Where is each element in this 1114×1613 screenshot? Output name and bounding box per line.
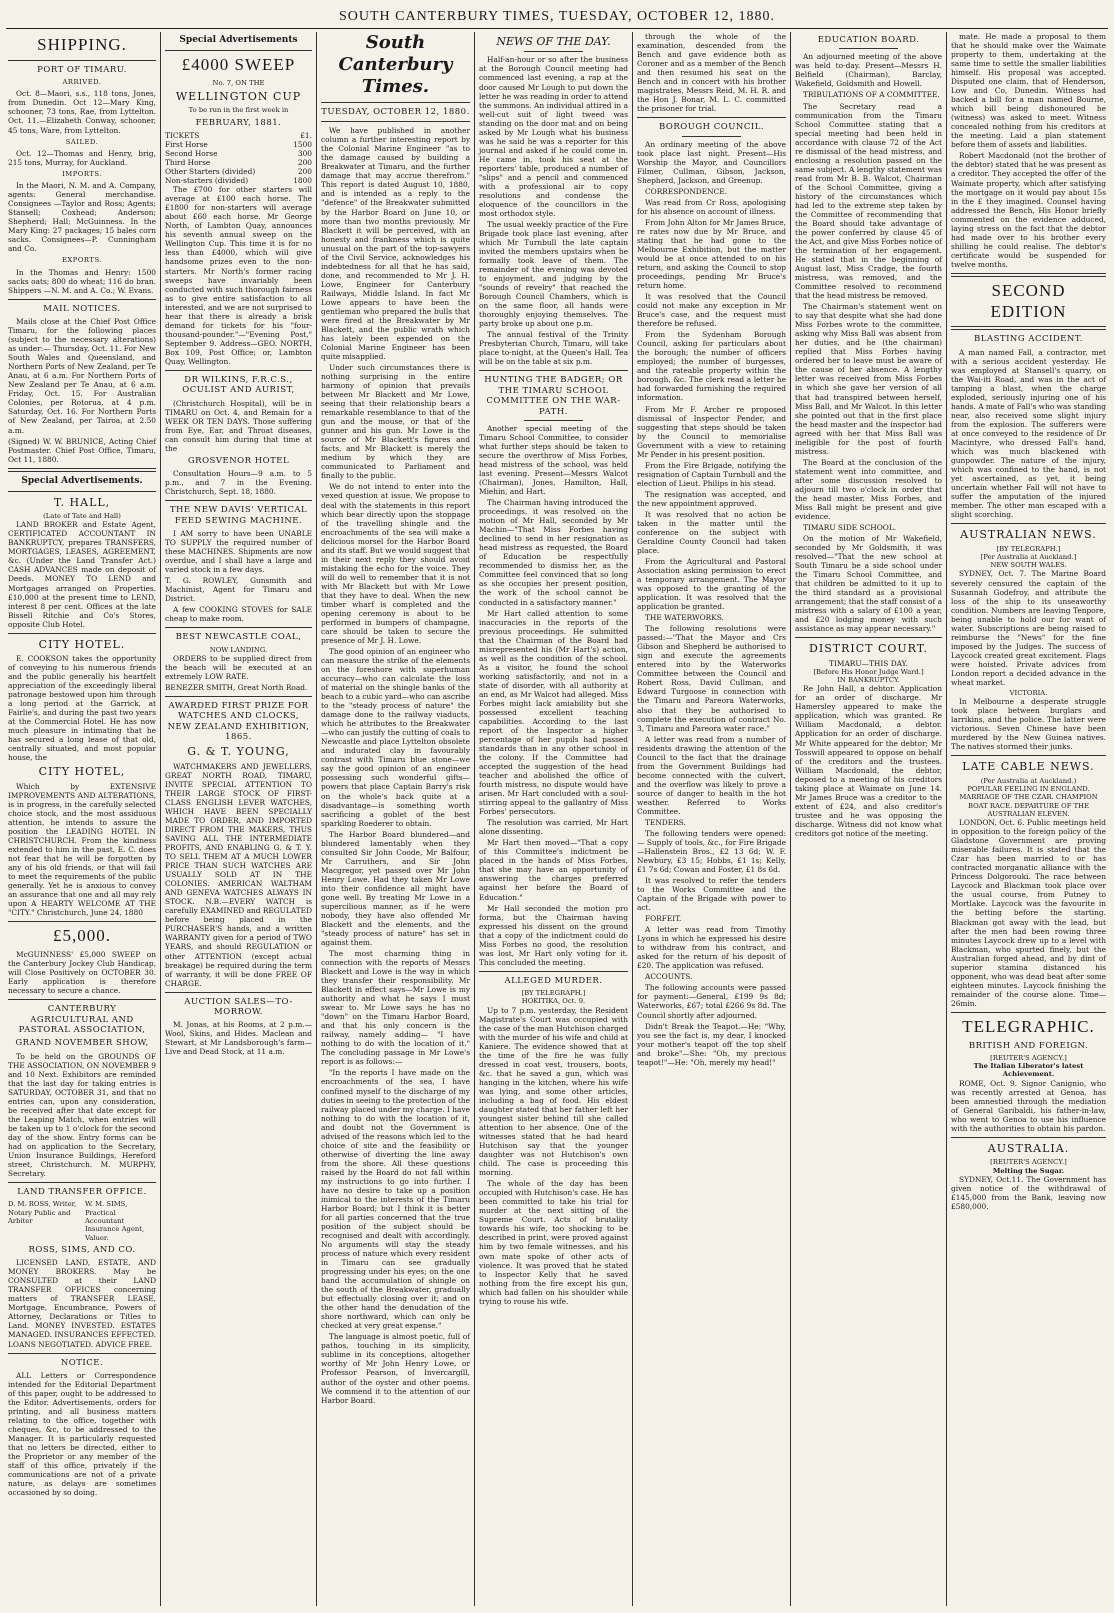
council-heading: BOROUGH COUNCIL. (658, 122, 765, 133)
council-paragraph: It was resolved that the Council could not make any exception in Mr Bruce's case, and the request must therefore be refused. (637, 292, 786, 329)
hunting-paragraph: The resolution was carried, Mr Hart alone dissenting. (479, 818, 628, 837)
hunting-paragraph: The Chairman having introduced the proceedings, it was resolved on the motion of Mr Hall, seconded by Mr Machin—"That Miss Forbes having declined to send in her resignation as head mistress as requested, the Board of Education be respectfully recommended to dismiss her, as the Committee feel convinced that so long as she occupies her present position, the work of the school cannot be conducted in a satisfactory manner." (479, 498, 628, 607)
assoc-text: To be held on the GROUNDS OF THE ASSOCIATION, ON NOVEMBER 9 and 10 Next. Exhibitors are reminded that the last day for taking entries is SATURDAY, OCTOBER 31, and that no entries can, upon any consideration, be received after that date except for the Leaping Match, when entries will be taken up to 1 o'clock for the second day of the show. Entry forms can be had on application to the Secretary, Union Insurance Buildings, Hereford street, Christchurch. M. MURPHY, Secretary. (8, 1051, 156, 1179)
edu-heading: EDUCATION BOARD. (817, 35, 920, 45)
young-award: AWARDED FIRST PRIZE FOR WATCHES AND CLOCKS, NEW ZEALAND EXHIBITION, 1865. (167, 701, 310, 743)
sewing-heading: THE NEW DAVIS' VERTICAL FEED SEWING MACHINE. (169, 505, 308, 526)
cable-heading: LATE CABLE NEWS. (962, 760, 1095, 774)
wilkins-hours: Consultation Hours—9 a.m. to 5 p.m., and 7 in the Evening. Christchurch, Sept. 18, 1880. (165, 469, 312, 497)
tickets-row (165, 131, 312, 140)
wilkins-text: (Christchurch Hospital), will be in TIMARU on Oct. 4, and Remain for a WEEK OR TEN DAYS. Those suffering from Eye, Ear, and Throat diseases, can consult him during that time at the (165, 398, 312, 453)
arrived-text: Oct. 8—Maori, s.s., 118 tons, Jones, from Dunedin. Oct 12—Mary King, schooner, 73 tons, Rae, from Lyttelton. Oct. 11.—Elizabeth Conway, schooner, 45 tons, Ware, from Lyttelton. (8, 89, 156, 135)
aus2-body: SYDNEY, Oct.11. The Government has given notice of the withdrawal of £145,000 from the Bank, leaving now £580,000. (951, 1174, 1106, 1212)
mail-signed: (Signed) W. W. BRUNICE, Acting Chief Postmaster. Chief Post Office, Timaru, Oct 11, 1880. (8, 436, 156, 464)
council-paragraph: From the Agricultural and Pastoral Association asking permission to erect a temporary arrangement. The Mayor was opposed to the granting of the application. It was resolved that the application be granted. (637, 557, 786, 612)
prize-row (165, 176, 312, 185)
prize-row (165, 140, 312, 149)
blasting-text: A man named Fall, a contractor, met with a serious accident yesterday. He was employed at Stansell's quarry, on the Wai-iti Road, and was in the act of tamping a blast, when the charge exploded, seriously injuring one of his hands. A mate of Fall's who was standing near, also received some slight injury from the explosion. The sufferers were at once conveyed to the residence of Dr Macintyre, who dressed Fall's hand, which was much blackened with gunpowder. The nature of the injury, which was confined to the hand, is not yet ascertained, as yet, it being uncertain whether Fall will not have to suffer the amputation of the injured member. The other man escaped with a slight scorching. (951, 347, 1106, 520)
council-paragraph: Was read from Cr Ross, apologising for his absence on account of illness. (637, 197, 786, 216)
date-line: TUESDAY, OCTOBER 12, 1880. (321, 106, 470, 117)
prize-label: Second Horse (165, 149, 218, 159)
tickets-label: TICKETS (165, 131, 200, 141)
coal-sign: BENEZER SMITH, Great North Road. (165, 682, 308, 692)
aus-vic-body: In Melbourne a desperate struggle took place between burglars and larrikins, and the police. The latter were victorious. Seven Chinese have been murdered by the New Guinea natives. The natives stormed their junks. (951, 697, 1106, 752)
court-bank: IN BANKRUPTCY. (837, 676, 900, 685)
hunting-body (479, 424, 628, 967)
article-paragraph: The most charming thing in connection with the reports of Messrs Blackett and Lowe is the way in which they transfer their responsibility. Mr Blackett in effect says—Mr Lowe is my authority and what he says I must swear to. Mr Lowe says he has no "down" on the Timaru Harbor Board, and that his only concern is the railway, namely adding— "I have nothing to do with the location of it." The concluding passage in Mr Lowe's report is as follows:— (321, 949, 470, 1067)
auction-text: M. Jonas, at his Rooms, at 2 p.m.—Wool, Skins, and Hides. Maclean and Stewart, at Mr Landsborough's farm—Live and Dead Stock, at 11 a.m. (165, 1020, 312, 1057)
cable-heads: POPULAR FEELING IN ENGLAND. MARRIAGE OF THE CZAR. CHAMPION BOAT RACE. DEPARTURE OF THE AUSTRALIAN ELEVEN. (959, 785, 1098, 818)
column-3 (317, 32, 474, 1606)
special-ads-heading-2: Special Advertisements (179, 35, 298, 45)
edu-paragraph: TIMARU SIDE SCHOOL. (803, 522, 897, 532)
murder-body (479, 1006, 628, 1306)
council-paragraph: A letter was read from a number of residents drawing the attention of the Council to the fact that the drainage from the Government Buildings had become connected with the culvert, and the overflow was likely to prove a source of danger to health in the hot weather. Referred to Works Committee. (637, 734, 786, 816)
city-hotel-heading: CITY HOTEL. (38, 637, 126, 651)
court-heading: DISTRICT COURT. (809, 642, 928, 656)
prize-amount: 300 (297, 149, 312, 159)
city-hotel-heading-2: CITY HOTEL, (38, 765, 126, 779)
city-hotel-text: E. COOKSON takes the opportunity of conveying to his numerous friends and the public generally his heartfelt appreciation of the exceedingly liberal patronage bestowed upon him through a long period at the Garrick, at Fairlie's, and during the past two years at the Commercial Hotel. He has now much pleasure in intimating that he has secured a long lease of that old, centrally situated, and most popular house, the (8, 654, 156, 763)
column-1 (4, 32, 160, 1606)
hunting-paragraph: Mr Hart then moved—"That a copy of this Committee's indictment be placed in the hands of Miss Forbes, that she may have an opportunity of answering the charges preferred against her before the Board of Education." (479, 838, 628, 902)
column-6 (791, 32, 946, 1606)
news-heading: NEWS OF THE DAY. (496, 35, 611, 48)
land-firm: ROSS, SIMS, AND CO. (28, 1244, 136, 1255)
imports-text: In the Maori, N. M. and A. Company, agents: General merchandise. Consignees —Taylor and Ross; Agents; Stansell; Coxhead; Anderson; Shepherd; Hall; McGuinness. In the Mary King: 27 packages; 15 bales corn sacks. Consignees—P. Cunningham and Co. (8, 181, 156, 254)
cable-body: LONDON, Oct. 6. Public meetings held in opposition to the foreign policy of the Gladstone Government are proving miserable failures. It is stated that the Czar has been married to or has contracted morganatic alliance with the Princess Dolgorouki. The race between Laycock and Blackman took place over the usual course, from Putney to Mortlake. Laycock was the favourite in the betting before the starting. Blackman got away with the lead, but after the men had been rowing three minutes Laycock drew up to a level with Blackman, who spurted finely, but the Australian forged ahead, and by dint of superior stamina distanced his opponent, who was dead beat after some eighteen minutes. Laycock finishing the remainder of the course alone. Time—26min. (951, 818, 1106, 1008)
council-paragraph: It was resolved to refer the tenders to the Works Committee and the Captain of the Brigade with power to act. (637, 876, 786, 913)
sweep-5000-text: McGUINNESS' £5,000 SWEEP on the Canterbury Jockey Club Handicap, will Close Positively on OCTOBER 30. Early application is therefore necessary to secure a chance. (8, 950, 156, 996)
tele-reuter: [REUTER'S AGENCY.] (990, 1053, 1067, 1062)
arrived-label: ARRIVED. (62, 78, 102, 87)
council-paragraph: From the Fire Brigade, notifying the resignation of Captain Turnbull and the election of Lieut. Philips in his stead. (637, 460, 786, 488)
council-paragraph: CORRESPONDENCE. (645, 186, 727, 196)
prize-label: Other Starters (divided) (165, 167, 256, 177)
column-4 (475, 32, 632, 1606)
land-partners (8, 1200, 156, 1241)
article-paragraph: We have published in another column a further interesting report by the Colonial Marine Engineer "as to the damage caused by building a Breakwater at Timaru, and the further damage that may accrue therefrom." This report is dated August 10, 1880, and is intended as a reply to the "defence" of the Breakwater submitted by the Harbor Board on June 10, or more than two months previously. Mr Blackett it will be perceived, with an honesty and frankness which is quite unusual on the part of the top-sawyers of the Civil Service, acknowledges his indebtedness for all that he has said, done, and recommended to Mr J. H. Lowe, Engineer for Canterbury Railways, Middle Island. In fact Mr Lowe appears to have been the gentleman who prepared the bulls that were fired at the Breakwater by Mr Blackett, and the public wrath which has lately been expended on the Colonial Marine Engineer has been quite misapplied. (321, 126, 470, 361)
aus-sub: [BY TELEGRAPH.] (996, 544, 1061, 553)
aus-heading: AUSTRALIAN NEWS. (960, 528, 1097, 542)
news-paragraph: The usual weekly practice of the Fire Brigade took place last evening, after which Mr Turnbull the late captain invited the members upstairs when he formally took leave of them. The remainder of the evening was devoted to enjoyment, and judging by the "sounds of revelry" that reached the Borough Council Chambers, which is on the same floor, all hands were thoroughly enjoying themselves. The party broke up about one p.m. (479, 219, 628, 329)
tele-heading: TELEGRAPHIC. (962, 1016, 1095, 1036)
murder-paragraph: The whole of the day has been occupied with Hutchison's case. He has been committed to take his trial for murder at the next sitting of the Supreme Court. Acts of brutality towards his wife, too shocking to be described in print, were proved against him by two female witnesses, and his own mate spoke of other acts of violence. It was proved that he stated to Inspector Kelly that he saved nothing from the fire except his gun, which had fallen on his shoulder while trying to rouse his wife. (479, 1179, 628, 1306)
hunting-paragraph: Mr Hall seconded the motion pro forma, but the Chairman having expressed his dissent on the ground that a copy of the indictment could do Miss Forbes no good, the resolution was lost, Mr Hart only voting for it. This concluded the meeting. (479, 903, 628, 967)
council-paragraph: The following accounts were passed for payment:—General, £199 9s 8d; Waterworks, £67; total £266 9s 8d. The Council shortly after adjourned. (637, 983, 786, 1020)
land-partner-left: D. M. ROSS, Writer, Notary Public and Arbiter (8, 1200, 77, 1226)
prize-list (165, 140, 312, 185)
notice-heading: NOTICE. (60, 1357, 104, 1368)
column-7 (947, 32, 1110, 1606)
assoc-heading: CANTERBURY AGRICULTURAL AND PASTORAL ASSOCIATION, (18, 1004, 146, 1035)
aus2-reuter: [REUTER'S AGENCY.] (990, 1158, 1067, 1167)
paper-title: South Canterbury Times. (338, 32, 453, 97)
mail-text: Mails close at the Chief Post Office Timaru, for the following places (subject to the necessary alterations) as under:— Thursday, Oct. 11. For New South Wales and Queensland, and Northern Ports of New Zealand, per Te Anau, at 6 a.m. For Northern Ports of New Zealand per Te Anau, at 6 a.m. Friday, Oct. 15. For Australian Colonies, per Rotorua, at 4 p.m. Saturday, Oct. 16. For Northern Ports of New Zealand, per Tairoa, at 2.50 a.m. (8, 317, 156, 435)
council-paragraph: The following tenders were opened:— Supply of tools, &c., for Fire Brigade—Hallenstein Bros., £2 13 6d; W. F. Newbury, £3 15; Hobbs, £1 1s; Kelly, £1 7s 6d; Cowan and Foster, £1 8s 6d. (637, 828, 786, 875)
edu-paragraph: The Board at the conclusion of the statement went into committee, and after some discussion resolved to adjourn till two o'clock in order that the head master, Miss Forbes, and Miss Ball might be present and give evidence. (795, 457, 942, 521)
sweep-run: To be run in the first week in (188, 106, 289, 115)
council-paragraph: TENDERS. (645, 817, 686, 827)
notice-text: ALL Letters or Correspondence intended for the Editorial Department of this paper, ought to be addressed to the Editor. Advertisements, orders for printing, and all business matters relating to the office, together with cheques, &c, to be addressed to the Manager. It is particularly requested that no letters be directed, either to the Proprietor or any member of the staff of this office, privately if the communications are not of a private nature, as delays are sometimes occasioned by so doing. (8, 1370, 156, 1498)
edu-paragraph: An adjourned meeting of the above was held to-day. Present—Messrs H. Belfield (Chairman), Barclay, Wakefield, Goldsmith and Howell. (795, 52, 942, 89)
assoc-sub: GRAND NOVEMBER SHOW, (15, 1038, 149, 1049)
cable-sub: (Per Australia at Auckland.) (980, 776, 1077, 785)
hall-heading: T. HALL, (53, 495, 111, 509)
coal-sub: NOW LANDING. (209, 645, 268, 654)
court-body: Re John Hall, a debtor. Application for an order of discharge. Mr Hamersley appeared to make the application, which was granted. Re William Macdonald, a debtor. Application for an order of discharge. Mr White appeared for the debtor; Mr Tosswill appeared to oppose on behalf of the creditors and the trustees. William Macdonald, the debtor, deposed to a meeting of his creditors taking place at Waimate on June 14. Mr James Bruce was a creditor to the extent of £24, and also creditor's trustee and he was opposing the discharge. Witness did not know what creditors got notice of the meeting. (795, 684, 942, 838)
news-body (479, 55, 628, 366)
sewing-sign: T. G. ROWLEY, Gunsmith and Machinist, Agent for Timaru and District. (165, 576, 312, 604)
council-paragraph: FORFEIT. (645, 914, 682, 924)
council-paragraph: An ordinary meeting of the above took place last night. Present—His Worship the Mayor, and Councillors Filmer, Cullman, Gibson, Jackson, Shepherd, Jackson, and Greenup. (637, 139, 786, 185)
murder-sub: [BY TELEGRAPH.] (521, 989, 586, 998)
column-2 (161, 32, 316, 1606)
tele-sub: BRITISH AND FOREIGN. (968, 1040, 1089, 1051)
murder-place: HOKITIKA, Oct. 9. (521, 997, 586, 1006)
council-paragraph: Didn't Break the Teapot.—He: "Why, you see the fact is, my dear, I knocked your mother's teapot off the top shelf and broke"—She: "Oh, my precious teapot!"—He: "Oh, merely my head!" (637, 1021, 786, 1067)
sweep-4000-heading: £4000 SWEEP (181, 54, 296, 74)
news-paragraph: Half-an-hour or so after the business at the Borough Council meeting had commenced last evening, a rap at the door caused Mr Lough to put down the letter he was reading in order to attend the summons. An individual attired in a well-cut suit of light tweed was standing on the door mat and on being asked by Mr Lough what his business was he said he was a reporter for this journal and asked if he could come in. He came in, took his seat at the reporters' table, produced a number of "slips" and a pencil and commenced with a professional air to copy resolutions and condense the eloquence of the councillors in the most orthodox style. (479, 55, 628, 218)
sweep-5000-heading: £5,000. (53, 926, 111, 946)
prize-row (165, 158, 312, 167)
tickets-price: £1. (300, 131, 312, 141)
sailed-text: Oct. 12—Thomas and Henry, brig, 215 tons, Murray, for Auckland. (8, 148, 156, 167)
masthead-rule (6, 28, 1108, 29)
wilkins-hotel: GROSVENOR HOTEL (187, 455, 290, 466)
aus2-head: Melting the Sugar. (992, 1166, 1065, 1175)
prize-amount: 200 (297, 158, 312, 168)
council-paragraph: From the Sydenham Borough Council, asking for particulars about the borough; the number of officers employed; the number of burgesses, and the rateable property within the borough, &c. The clerk read a letter he had forwarded furnishing the required information. (637, 330, 786, 403)
sweep-cup: WELLINGTON CUP (175, 89, 302, 103)
col7-intro-2: Robert Macdonald (not the brother of the debtor) stated that he was present as a creditor. They accepted the offer of the Waimate property, which after satisfying the mortgage on it would pay about 15s in the £ they imagined. Counsel having addressed the Bench, His Honor briefly commented on the evidence adduced, laying stress on the fact that the debtor had made over to his brother every shilling he could realise. The debtor's certificate would be suspended for twelve months. (951, 151, 1106, 269)
council-paragraph: From Mr F. Archer re proposed dismissal of Inspector Pender, and suggesting that steps should be taken by the Council to memorialise Government with a view to retaining Mr Pender in his present position. (637, 404, 786, 459)
young-text: WATCHMAKERS AND JEWELLERS, GREAT NORTH ROAD, TIMARU, INVITE SPECIAL ATTENTION TO THEIR LARGE STOCK OF FIRST-CLASS ENGLISH LEVER WATCHES, WHICH HAVE BEEN SPECIALLY MADE TO ORDER, AND IMPORTED DIRECT FROM THE MAKERS, THUS SAVING ALL THE INTERMEDIATE PROFITS, AND ENABLING G. & T. Y. TO SELL THEM AT A MUCH LOWER PRICE THAN SUCH WATCHES ARE USUALLY SOLD AT IN THE COLONIES. AMERICAN WALTHAM AND GENEVA WATCHES ALWAYS IN STOCK. N.B.—EVERY WATCH is carefully EXAMINED and REGULATED before being placed in the PURCHASER'S hands, and a written WARRANTY given for a period of TWO YEARS, and should REGULATION or other ATTENTION (except actual breakage) be required during the term of warranty, it will be done FREE OF CHARGE. (165, 761, 312, 988)
blasting-heading: BLASTING ACCIDENT. (974, 334, 1083, 345)
prize-amount: 200 (297, 167, 312, 177)
sweep-month: FEBRUARY, 1881. (195, 117, 282, 128)
col5-intro: through the whole of the examination, descended from the Bench and gave evidence both as Coroner and as a member of the Bench and then resumed his seat on the Bench and in concert with his brother magistrates, Messrs Reid, M. H. R. and the Hon J. Bonar, M. L. C. committed the prisoner for trial. (637, 32, 786, 114)
news-paragraph: The annual festival of the Trinity Presbyterian Church, Timaru, will take place to-night, at the Queen's Hall. Tea will be on the table at six p.m. (479, 330, 628, 367)
aus-vic: VICTORIA. (1009, 688, 1048, 697)
article-paragraph: "In the reports I have made on the encroachments of the sea, I have confined myself to the discharge of my duties in seeing to the protection of the railway placed under my charge. I have nothing to do with the location of it, and doubt not the Government is advised of the reasons which led to the choice of site and the feasibility or otherwise of diverting the line away from the shore. All these questions raised by the Board do not fall within my instructions to go into further. I have no desire to take up a position inimical to the interests of the Timaru Harbor Board; but I think it is better for all parties concerned that the true position of the subject should be recognised and dealt with accordingly. No arguments will stay the steady process of nature which every resident in Timaru can see gradually progressing under his eyes; on the one hand the accumulation of shingle on the south of the Breakwater, gradually but effectually closing over it; and on the other hand the denudation of the shore northward, which can only be checked at very great expense." (321, 1068, 470, 1331)
prize-row (165, 167, 312, 176)
leader-article (321, 126, 470, 1404)
article-paragraph: We do not intend to enter into the vexed question at issue. We propose to deal with the statements in this report which bear directly upon the stoppage of the travelling shingle and the encroachments of the sea will make a delicious morsel for the Harbor Board and its staff. But we would suggest that in their next reply they should avoid mistaking the echo for the voice. They will do well to remember that it is not with Mr Blackett but with Mr Lowe that they have to deal. When the new timber wharf is completed and the opening ceremony is about to be performed in bumpers of champagne, care should be taken to secure the presence of Mr J. H. Lowe. (321, 482, 470, 645)
article-paragraph: The Harbor Board blundered—and blundered lamentably when they consulted Sir John Coode, Mr Balfour, Mr Carruthers, and Sir John Macgregor, yet passed over Mr John Henry Lowe. Had they taken Mr Lowe into their confidence all might have gone well. By treating Mr Lowe in a supercilious manner, as if he were nobody, they have also offended Mr Blackett and the elements, and the "steady process of nature" has set in against them. (321, 829, 470, 947)
second-edition-heading: SECOND EDITION (990, 280, 1067, 321)
young-heading: G. & T. YOUNG, (187, 745, 290, 759)
prize-label: Third Horse (165, 158, 211, 168)
hunting-paragraph: Mr Hart called attention to some inaccuracies in the reports of the previous proceedings. He submitted that the Chairman of the Board had misrepresented his (Mr Hart's) action, as well as the condition of the school. As a visitor, he found the school working satisfactorily, and not in a state of disorder, with all authority at an end, as Mr Walcot had alleged. Miss Forbes might lack amiability but she possessed excellent teaching capabilities. According to the last report of the Inspector a higher percentage of her pupils had passed standards than in any other school in the colony. If the Committee had accepted the suggestion of the head teacher and abolished the office of fourth mistress, no dispute would have arisen. Mr Hart concluded with a soul-stirring appeal to the gallantry of Miss Forbes' persecutors. (479, 608, 628, 817)
hunting-heading: HUNTING THE BADGER; OR THE TIMARU SCHOOL COMMITTEE ON THE WAR-PATH. (484, 375, 623, 417)
port-heading: PORT OF TIMARU. (37, 64, 127, 75)
land-text: LICENSED LAND, ESTATE, AND MONEY BROKERS. May be CONSULTED at their LAND TRANSFER OFFICES concerning matters of TRANSFER LEASE, Mortgage, Encumbrance, Powers of Attorney, Declarations or Titles to Land. MONEY INVESTED. ESTATES MANAGED. INSURANCES EFFECTED. LOANS NEGOTIATED. ADVICE FREE. (8, 1258, 156, 1349)
prize-row (165, 149, 312, 158)
edu-paragraph: On the motion of Mr Wakefield, seconded by Mr Goldsmith, it was resolved—"That the new school at South Timaru be a side school under the Timaru School Committee, and that children be admitted to it up to the third standard as a provisional arrangement; that the staff consist of a mistress with a salary of £100 a year, and £20 lodging money with such assistance as may appear necessary." (795, 533, 942, 634)
coal-text: ORDERS to be supplied direct from the beach will be executed at an extremely LOW RATE. (165, 653, 312, 681)
special-ads-heading: Special Advertisements. (21, 475, 143, 486)
column-5 (633, 32, 790, 1606)
council-paragraph: The resignation was accepted, and the new appointment approved. (637, 489, 786, 508)
imports-label: IMPORTS. (62, 169, 102, 178)
court-judge: [Before His Honor Judge Ward.] (813, 667, 924, 676)
hunting-paragraph: Another special meeting of the Timaru School Committee, to consider what further steps should be taken to secure the overthrow of Miss Forbes, head mistress of the school, was held last evening. Present—Messrs Walcot (Chairman), Jones, Hamilton, Hall, Miehin, and Hart. (479, 423, 628, 497)
edu-paragraph: The Secretary read a communication from the Timaru School Committee stating that a special meeting had been held in accordance with clause 72 of the Act re dismissal of the head mistress, and enclosing a resolution passed on the same subject. A lengthy statement was read from Mr B. B. Walcot, Chairman of the School Committee, giving a history of the circumstances which had led to the extreme step taken by the Committee of recommending that the Board should take advantage of the power conferred by clause 45 of the Act, and give Miss Forbes notice of the termination of her engagement. He stated that in the beginning of August last, Miss Cradge, the fourth mistress, was removed, and the Committee resolved to recommend that the head mistress be removed. (795, 101, 942, 301)
tele-head: The Italian Liberator's latest Achievement. (973, 1062, 1084, 1079)
sailed-label: SAILED. (65, 137, 99, 146)
coal-heading: BEST NEWCASTLE COAL, (175, 632, 302, 643)
edu-paragraph: TRIBULATIONS OF A COMMITTEE. (803, 90, 940, 100)
wilkins-heading: DR WILKINS, F.R.C.S., OCULIST AND AURIST, (182, 374, 295, 396)
aus-body: SYDNEY, Oct. 7. The Marine Board severely censured the captain of the Susannah Godefroy, and attribute the loss of the ship to its unseaworthy condition. Numbers are leaving Tenpore, being unable to hold our for want of water. Subscriptions are being raised to reimburse the "News" for the fine imposed by the Judges. The success of Laycock created great excitement. Flags were hoisted. Private advices from London report a decided advance in the wheat market. (951, 569, 1106, 687)
exports-text: In the Thomas and Henry: 1500 sacks oats; 800 do wheat; 116 do bran. Shippers —N. M. and A. Co.; W. Evans. (8, 267, 156, 295)
prize-amount: 1800 (293, 176, 312, 186)
sewing-text: I AM sorry to have been UNABLE TO SUPPLY the required number of these MACHINES. Shipments are now overdue, and I shall have a large and varied stock in a few days. (165, 528, 312, 575)
council-paragraph: It was resolved that no action be taken in the matter until the conference on the subject with Geraldine County Council had taken place. (637, 509, 786, 555)
murder-paragraph: Up to 7 p.m. yesterday, the Resident Magistrate's Court was occupied with the case of the man Hutchison charged with the murder of his wife and child at Kaniere. The evidence showed that at the time of the fire he was fully dressed in coat vest, trousers, boots, &c. that he saved a gun, which was hanging in the kitchen, where his wife was lying, and some other articles, including a bag of food. His eldest daughter stated that her father left her youngest sister behind till she called attention to her absence. One of the witnesses stated that he had heard Hutchison say that the younger daughter was not Hutchison's own child. The case is proceeding this morning. (479, 1005, 628, 1178)
prize-label: First Horse (165, 140, 208, 150)
mail-heading: MAIL NOTICES. (43, 303, 121, 314)
col7-intro: mate. He made a proposal to them that he should make over the Waimate property to them, undertaking at the same time to settle the smaller liabilities himself. His proposal was accepted. Disputed one claim, that of Henderson, Low and Co, Dunedin. Witness had backed a bill for a man named Bourne, which bill being dishonoured he (witness) was asked to meet. Witness concealed nothing from his creditors at the meeting. Laid a plan statement before them of assets and liabilities. (951, 32, 1106, 150)
land-partner-right: W. M. SIMS, Practical Accountant Insurance Agent, Valuer. (84, 1200, 145, 1242)
article-paragraph: The good opinion of an engineer who can measure the strike of the elements on the foreshore with superhuman accuracy—who can calculate the loss of material on the shingle banks of the beach to a cubic yard—who can ascribe to the "steady process of nature" the damage done to the railway viaducts, which he attributes to the Breakwater—who can justify the cutting of coals to Newcastle and place Lyttelton obsolete and indurated clay in favourably contrast with Timaru blue stone—we say the good opinion of an engineer possessing such wonderful gifts—powers that place Captain Barry's risk on the whole's back quite at a disadvantage—is something worth sacrificing a goblet of the best sparkling Roederer to obtain. (321, 647, 470, 828)
sweep-no: No. 7, ON THE (212, 78, 265, 87)
sweep-4000-text: The £700 for other starters will average at £100 each horse. The £1800 for non-starters will average about £60 each horse. Mr George North, of Lambton Quay, announces his seventh annual sweep on the Wellington Cup. This time it is for no less than £4000, which will give handsome prizes even to the non-starters. Mr North's former racing sweeps have invariably been conducted with such thorough fairness as to give entire satisfaction to all interested, and we are not surprised to hear that there is already a brisk demand for tickets for his "four-thousand-pounder."—"Evening Post," September 9. Address—GEO. NORTH, Box 109, Post Office; or, Lambton Quay, Wellington. (165, 185, 312, 366)
council-paragraph: The following resolutions were passed:—"That the Mayor and Crs Gibson and Shepherd be authorised to sign and execute the agreements entered into by the Waterworks Committee between the Council and Robert Ross, David Cullman, and Edward Turgoose in connection with the Timaru and Pareora Waterworks, also that they be authorised to complete the execution of contract No. 3, Timaru and Pareora water race." (637, 624, 786, 733)
aus-sub-2: [Per Australia at Auckland.] (980, 552, 1077, 561)
aus-nsw: NEW SOUTH WALES. (990, 561, 1067, 570)
prize-amount: 1500 (293, 140, 312, 150)
council-paragraph: THE WATERWORKS. (645, 613, 724, 623)
court-sub: TIMARU—THIS DAY. (829, 658, 908, 668)
prize-label: Non-starters (divided) (165, 176, 249, 186)
hall-text: LAND BROKER and Estate Agent, CERTIFICATED ACCOUNTANT IN BANKRUPTCY, prepares TRANSFERS, MORTGAGES, LEASES, AGREEMENT, &c. (Under the Land Transfer Act.) CASH ADVANCES made on deposit of Deeds. MONEY TO LEND and Mortgages arranged on Properties. £10,000 at the present time to LEND, interest 8 per cent. Offices at the late Bissell Ritchie and Co's Stores, opposite Club Hotel. (8, 520, 156, 629)
aus2-heading: AUSTRALIA. (987, 1141, 1070, 1155)
edu-body (795, 52, 942, 633)
council-paragraph: ACCOUNTS. (645, 972, 693, 982)
article-paragraph: The language is almost poetic, full of pathos, touching in its simplicity, sublime in its conceptions, altogether worthy of Mr John Henry Lowe, or Professor Pearson, of Invercargill, author of the oyster and other poems. We commend it to the attention of our Harbor Board. (321, 1332, 470, 1405)
council-paragraph: A letter was read from Timothy Lyons in which he expressed his desire to withdraw from his contract, and asked for the return of his deposit of £20. The application was refused. (637, 925, 786, 971)
article-paragraph: Under such circumstances there is nothing surprising in the entire harmony of opinion that prevails between Mr Blackett and Mr Lowe, seeing that their relationship bears a remarkable resemblance to that of the gun and the mouse, or that of the gunner and his gun. Mr Lowe is the source of Mr Blackett's figures and facts, and Mr Blackett is merely the medium by which they are communicated to Parliament and finally to the public. (321, 363, 470, 481)
council-paragraph: From John Alton for Mr James Bruce, re rates now due by Mr Bruce, and stating that he had gone to the Melbourne Exhibition, but the matter would be at once attended to on his return, and asking the Council to stop proceedings, pending Mr Bruce's return home. (637, 217, 786, 291)
city-hotel-text-2: Which by EXTENSIVE IMPROVEMENTS AND ALTERATIONS, is in progress, in the carefully selected choice stock, and the most assiduous attention, he intends to assure the position the LEADING HOTEL IN CHRISTCHURCH. From the kindness extended to him in the past, E. C. does not fear that he will be forgotten by any of his old friends, or that will fail to meet the requirements of the public generally. Yet he is anxious to convey an assurance that one and all may rely upon A HEARTY WELCOME AT THE "CITY." Christchurch, June 24, 1880 (8, 781, 156, 918)
edu-paragraph: The Chairman's statement went on to say that despite what she had done Miss Forbes wrote to the committee, asking why Miss Ball was absent from her duties, and he (the chairman) replied that Miss Forbes having ordered her to leave must be aware of the cause of her absence. A lengthy letter was received from Miss Forbes in which she gave her version of all that had transpired between herself, Miss Ball, and Mr Walcot. In this letter she pointed out that in the first place the head master and the inspector had agreed with her that Miss Ball was ineligible for the post of fourth mistress. (795, 302, 942, 456)
masthead-text: SOUTH CANTERBURY TIMES, TUESDAY, OCTOBER 12, 1880. (338, 9, 776, 24)
auction-heading: AUCTION SALES—TO-MORROW. (184, 996, 293, 1017)
tele-body: ROME, Oct. 9. Signor Canignio, who was recently arrested at Genoa, has been amnestied through the mediation of General Garibaldi, his father-in-law, who went to Genoa to use his influence with the authorities to obtain his pardon. (951, 1078, 1106, 1133)
stoves-text: A few COOKING STOVES for SALE cheap to make room. (165, 605, 312, 624)
murder-heading: ALLEGED MURDER. (504, 975, 603, 986)
council-body (637, 140, 786, 1067)
land-transfer-heading: LAND TRANSFER OFFICE. (17, 1187, 147, 1198)
shipping-heading: SHIPPING. (37, 35, 127, 54)
exports-label: EXPORTS. (61, 256, 103, 265)
masthead (0, 0, 1114, 30)
hall-sub: (Late of Tate and Hall) (43, 512, 121, 521)
